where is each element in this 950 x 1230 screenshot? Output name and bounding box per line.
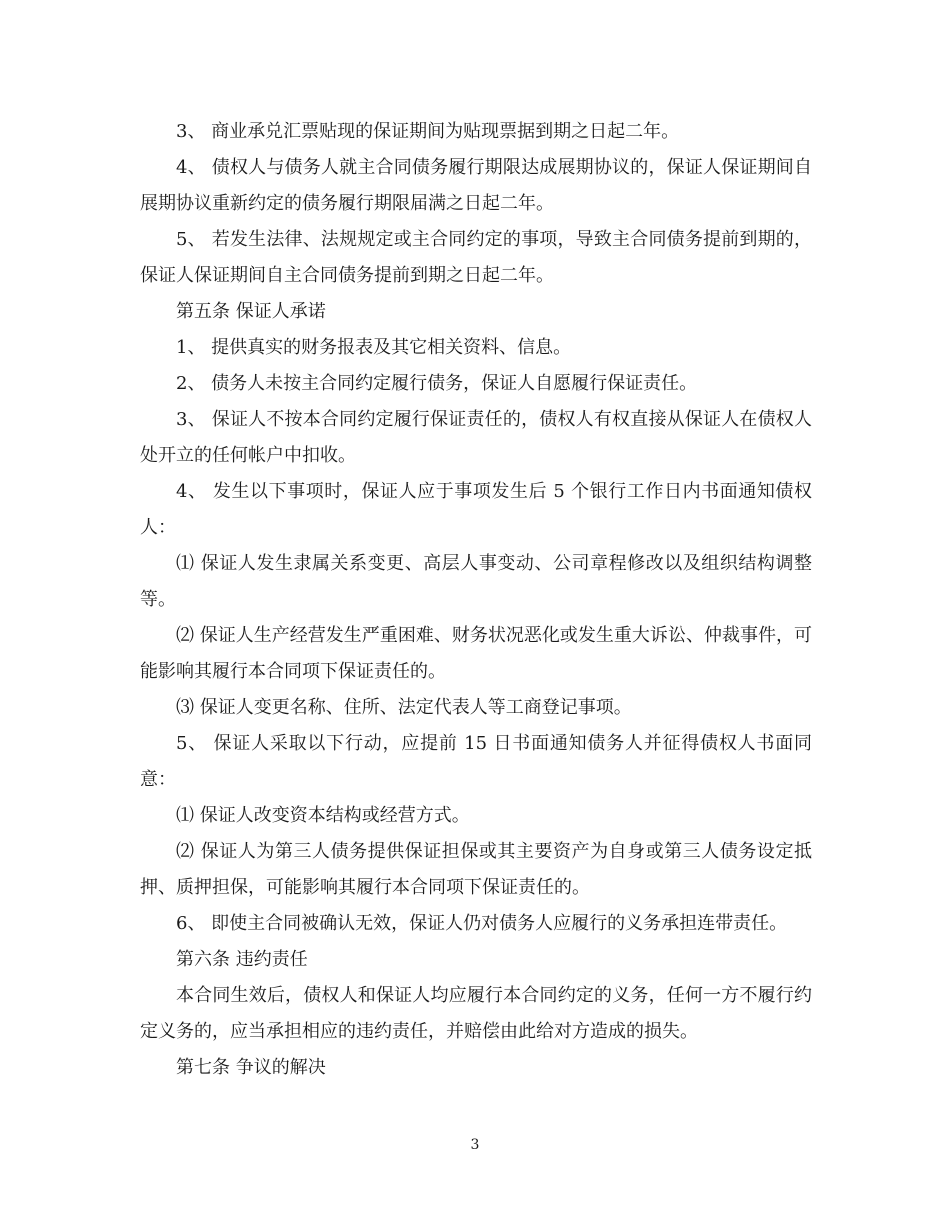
sub-item: ⑵ 保证人生产经营发生严重困难、财务状况恶化或发生重大诉讼、仲裁事件，可能影响其履行本合同项下保证责任的。 bbox=[140, 625, 812, 682]
paragraph: 5、 保证人采取以下行动，应提前 15 日书面通知债务人并征得债权人书面同意： bbox=[140, 733, 812, 790]
paragraph: 4、 债权人与债务人就主合同债务履行期限达成展期协议的，保证人保证期间自展期协议重新约定的债务履行期限届满之日起二年。 bbox=[140, 157, 812, 214]
paragraph: 6、 即使主合同被确认无效，保证人仍对债务人应履行的义务承担连带责任。 bbox=[176, 913, 788, 934]
sub-item: ⑴ 保证人改变资本结构或经营方式。 bbox=[176, 805, 470, 826]
section-heading: 第五条 保证人承诺 bbox=[176, 301, 326, 322]
paragraph: 3、 保证人不按本合同约定履行保证责任的，债权人有权直接从保证人在债权人处开立的任何帐户中扣收。 bbox=[140, 409, 812, 466]
paragraph: 4、 发生以下事项时，保证人应于事项发生后 5 个银行工作日内书面通知债权人： bbox=[140, 481, 812, 538]
paragraph: 2、 债务人未按主合同约定履行债务，保证人自愿履行保证责任。 bbox=[176, 373, 698, 394]
paragraph: 1、 提供真实的财务报表及其它相关资料、信息。 bbox=[176, 337, 572, 358]
section-heading: 第七条 争议的解决 bbox=[176, 1057, 326, 1078]
page-number: 3 bbox=[470, 1137, 480, 1153]
sub-item: ⑶ 保证人变更名称、住所、法定代表人等工商登记事项。 bbox=[176, 697, 632, 718]
paragraph: 5、 若发生法律、法规规定或主合同约定的事项，导致主合同债务提前到期的，保证人保证期间自主合同债务提前到期之日起二年。 bbox=[140, 229, 812, 286]
paragraph: 3、 商业承兑汇票贴现的保证期间为贴现票据到期之日起二年。 bbox=[176, 121, 680, 142]
sub-item: ⑴ 保证人发生隶属关系变更、高层人事变动、公司章程修改以及组织结构调整等。 bbox=[140, 553, 812, 610]
paragraph: 本合同生效后，债权人和保证人均应履行本合同约定的义务，任何一方不履行约定义务的，应当承担相应的违约责任，并赔偿由此给对方造成的损失。 bbox=[140, 985, 812, 1042]
sub-item: ⑵ 保证人为第三人债务提供保证担保或其主要资产为自身或第三人债务设定抵押、质押担保，可能影响其履行本合同项下保证责任的。 bbox=[140, 841, 812, 898]
section-heading: 第六条 违约责任 bbox=[176, 949, 308, 970]
document-body bbox=[140, 114, 812, 1086]
